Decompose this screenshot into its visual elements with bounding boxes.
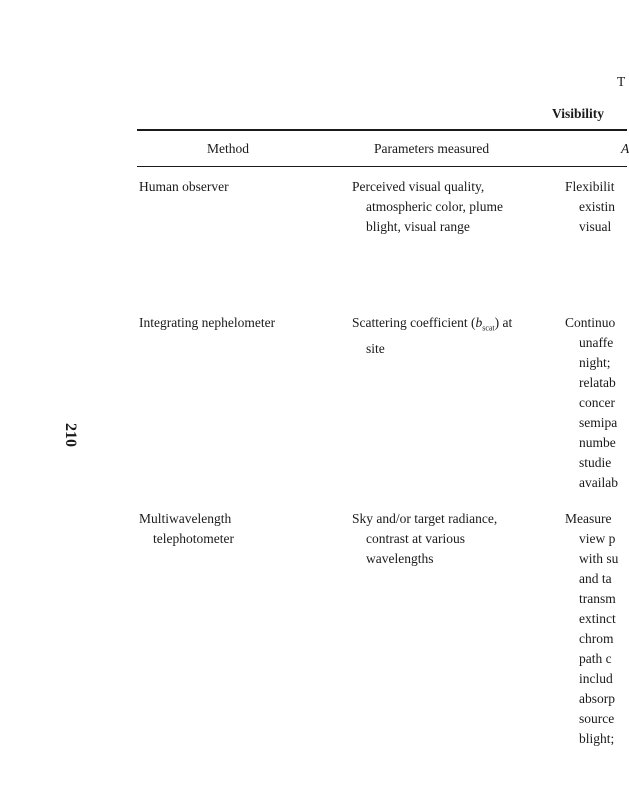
method-cell: Human observer <box>139 179 229 194</box>
method-cell: Multiwavelength <box>139 511 232 526</box>
parameters-cell: Sky and/or target radiance, contrast at various wavelengths <box>352 511 498 566</box>
b-scat-symbol: b <box>475 315 483 330</box>
advantages-cell: Continuo unaffe night; relatab concer semipa numbe studie availab <box>565 315 618 490</box>
advantages-cell: Measure view p with su and ta transm extinct chrom path c includ absorp source blight; <box>565 511 619 746</box>
table-row <box>139 313 275 333</box>
method-cell: Integrating nephelometer <box>139 315 276 330</box>
column-header-advantages: A <box>621 141 629 156</box>
table-number: T <box>617 74 626 89</box>
column-header-parameters: Parameters measured <box>374 141 490 156</box>
advantages-cell: Flexibilit existin visual <box>565 179 615 234</box>
table-top-rule <box>137 129 627 131</box>
parameters-cell: Scattering coefficient $(b_{scat})$ at site <box>352 315 513 356</box>
column-header-method: Method <box>207 141 249 156</box>
table-header-rule <box>137 166 627 167</box>
table-row <box>139 177 229 197</box>
table-title: Visibility <box>552 106 605 121</box>
parameters-cell: Perceived visual quality, atmospheric color, plume blight, visual range <box>352 179 504 234</box>
page-number: 210 <box>62 423 79 447</box>
table-row: Multiwavelength telephotometer <box>139 511 234 546</box>
